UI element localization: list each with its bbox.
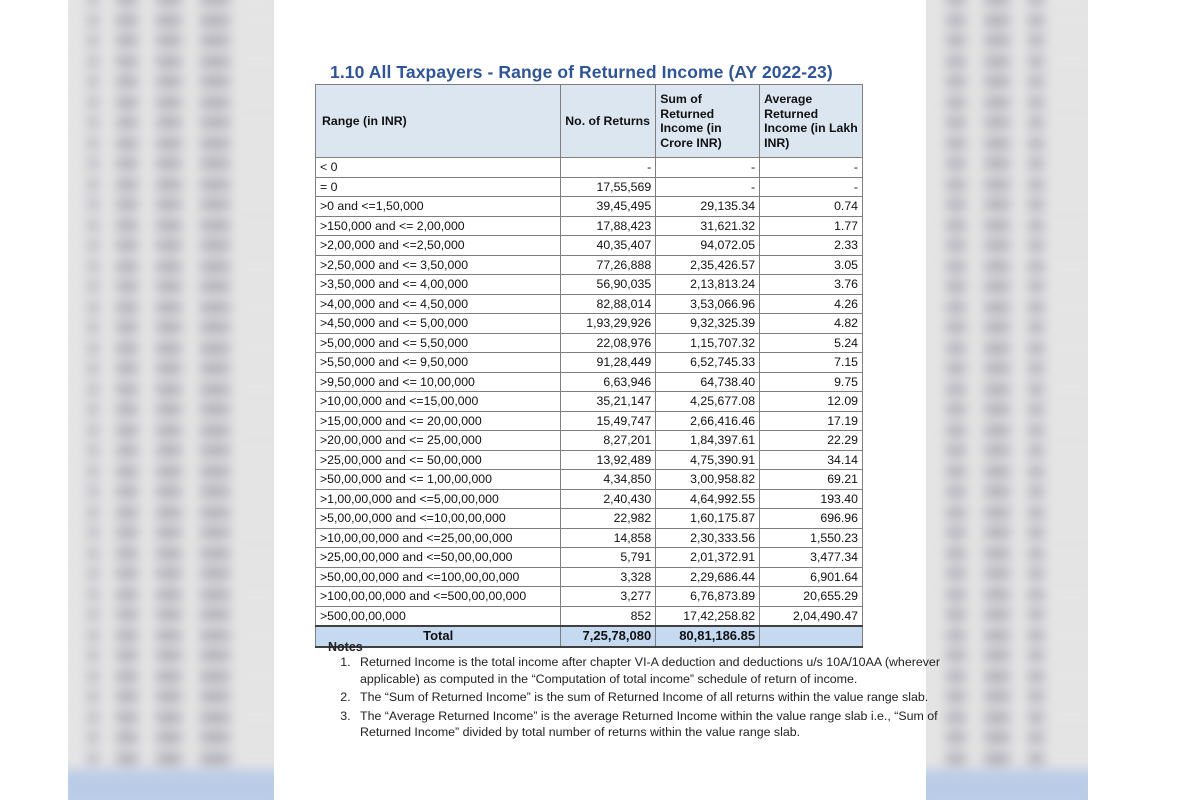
header-returns: No. of Returns [561,85,656,158]
cell-returns: 17,55,569 [561,177,656,197]
cell-sum: 4,25,677.08 [656,392,760,412]
blurred-background-right [926,0,1088,800]
cell-sum: 3,00,958.82 [656,470,760,490]
table-row [316,372,863,392]
cell-average: - [760,158,863,178]
cell-range: >5,00,00,000 and <=10,00,00,000 [316,509,561,529]
cell-range: >50,00,00,000 and <=100,00,00,000 [316,567,561,587]
cell-sum: 4,64,992.55 [656,489,760,509]
cell-sum: 4,75,390.91 [656,450,760,470]
table-row [316,606,863,626]
cell-range: >2,50,000 and <= 3,50,000 [316,255,561,275]
document-page [274,0,940,800]
cell-range: >4,50,000 and <= 5,00,000 [316,314,561,334]
cell-returns: - [561,158,656,178]
table-row [316,353,863,373]
cell-returns: 3,277 [561,587,656,607]
cell-range: >3,50,000 and <= 4,00,000 [316,275,561,295]
blurred-row [926,462,1088,483]
cell-returns: 17,88,423 [561,216,656,236]
blurred-row [926,298,1088,319]
table-row [316,275,863,295]
blurred-row [68,482,274,503]
cell-returns: 8,27,201 [561,431,656,451]
blurred-row [926,544,1088,565]
table-title: 1.10 All Taxpayers - Range of Returned Income (AY 2022-23) [330,62,833,82]
blurred-row [68,626,274,647]
cell-average: 3.05 [760,255,863,275]
table-header-row [316,85,863,158]
blurred-row [68,708,274,729]
blurred-row [926,667,1088,688]
cell-average: 0.74 [760,197,863,217]
cell-range: >25,00,00,000 and <=50,00,00,000 [316,548,561,568]
blurred-row [926,728,1088,749]
cell-returns: 35,21,147 [561,392,656,412]
cell-range: >5,50,000 and <= 9,50,000 [316,353,561,373]
cell-range: >10,00,00,000 and <=25,00,00,000 [316,528,561,548]
cell-range: >5,00,000 and <= 5,50,000 [316,333,561,353]
blurred-row [926,72,1088,93]
cell-average: 2,04,490.47 [760,606,863,626]
blurred-row [68,277,274,298]
blurred-row [926,523,1088,544]
blurred-row [926,31,1088,52]
table-row [316,255,863,275]
cell-sum: - [656,158,760,178]
cell-sum: 9,32,325.39 [656,314,760,334]
table-row [316,431,863,451]
table-row [316,548,863,568]
cell-average: 20,655.29 [760,587,863,607]
table-row [316,567,863,587]
blurred-row [926,93,1088,114]
cell-returns: 4,34,850 [561,470,656,490]
header-average: Average Returned Income (in Lakh INR) [760,85,863,158]
cell-returns: 15,49,747 [561,411,656,431]
cell-sum: 6,52,745.33 [656,353,760,373]
table-row [316,470,863,490]
cell-average: 3,477.34 [760,548,863,568]
blurred-row [926,175,1088,196]
cell-returns: 22,08,976 [561,333,656,353]
cell-average: 696.96 [760,509,863,529]
note-item: 2. The “Sum of Returned Income” is the sum of Returned Income of all returns within the value range slab. [354,689,940,706]
blurred-row [68,749,274,770]
blurred-row [68,667,274,688]
cell-sum: 2,66,416.46 [656,411,760,431]
cell-returns: 82,88,014 [561,294,656,314]
blurred-row [68,503,274,524]
blurred-row [68,462,274,483]
cell-sum: 17,42,258.82 [656,606,760,626]
cell-range: >9,50,000 and <= 10,00,000 [316,372,561,392]
blurred-row [926,154,1088,175]
total-sum: 80,81,186.85 [656,626,760,647]
blurred-row [926,380,1088,401]
blurred-row [68,72,274,93]
blurred-row [926,52,1088,73]
cell-average: 1.77 [760,216,863,236]
cell-sum: 1,84,397.61 [656,431,760,451]
cell-sum: 6,76,873.89 [656,587,760,607]
cell-range: >100,00,00,000 and <=500,00,00,000 [316,587,561,607]
blurred-row [926,421,1088,442]
cell-sum: 29,135.34 [656,197,760,217]
table-row [316,294,863,314]
blurred-row [68,359,274,380]
cell-returns: 14,858 [561,528,656,548]
blurred-row [926,257,1088,278]
blurred-row [926,236,1088,257]
notes-title: Notes [328,640,363,654]
cell-returns: 77,26,888 [561,255,656,275]
table-row [316,333,863,353]
total-label: Total [316,626,561,647]
cell-average: 4.82 [760,314,863,334]
cell-average: - [760,177,863,197]
blurred-row [68,687,274,708]
blurred-row [68,400,274,421]
blurred-footer [926,770,1088,800]
blurred-row [926,195,1088,216]
total-average [760,626,863,647]
blurred-row [68,298,274,319]
table-row [316,509,863,529]
cell-sum: 2,13,813.24 [656,275,760,295]
blurred-row [68,93,274,114]
blurred-row [68,585,274,606]
cell-average: 22.29 [760,431,863,451]
cell-sum: 3,53,066.96 [656,294,760,314]
blurred-row [926,11,1088,32]
blurred-row [926,687,1088,708]
blurred-row [926,749,1088,770]
header-sum: Sum of Returned Income (in Crore INR) [656,85,760,158]
blurred-row [68,441,274,462]
blurred-row [68,31,274,52]
blurred-row [68,728,274,749]
table-row [316,314,863,334]
blurred-row [68,257,274,278]
blurred-footer [68,770,274,800]
cell-average: 6,901.64 [760,567,863,587]
cell-returns: 13,92,489 [561,450,656,470]
cell-range: = 0 [316,177,561,197]
cell-range: < 0 [316,158,561,178]
cell-returns: 6,63,946 [561,372,656,392]
blurred-row [926,585,1088,606]
cell-average: 193.40 [760,489,863,509]
table-row [316,236,863,256]
cell-range: >15,00,000 and <= 20,00,000 [316,411,561,431]
blurred-row [926,646,1088,667]
table-row [316,197,863,217]
table-row [316,216,863,236]
blurred-row [926,277,1088,298]
blurred-row [926,503,1088,524]
blurred-row [926,441,1088,462]
cell-sum: 2,30,333.56 [656,528,760,548]
cell-returns: 5,791 [561,548,656,568]
table-row [316,158,863,178]
cell-returns: 91,28,449 [561,353,656,373]
blurred-row [68,134,274,155]
blurred-row [926,708,1088,729]
blurred-row [68,175,274,196]
blurred-row [68,52,274,73]
cell-sum: 2,29,686.44 [656,567,760,587]
blurred-row [68,605,274,626]
cell-range: >2,00,000 and <=2,50,000 [316,236,561,256]
blurred-row [926,359,1088,380]
cell-range: >4,00,000 and <= 4,50,000 [316,294,561,314]
blurred-row [68,11,274,32]
blurred-row [926,626,1088,647]
table-row [316,177,863,197]
table-row [316,528,863,548]
blurred-row [68,380,274,401]
note-item: 3. The “Average Returned Income” is the average Returned Income within the value range slab i.e., “Sum of Returned Income” divided by total number of returns within the value range slab. [354,708,940,741]
cell-range: >10,00,000 and <=15,00,000 [316,392,561,412]
cell-sum: 1,60,175.87 [656,509,760,529]
cell-sum: 2,01,372.91 [656,548,760,568]
cell-average: 7.15 [760,353,863,373]
cell-sum: 2,35,426.57 [656,255,760,275]
cell-range: >20,00,000 and <= 25,00,000 [316,431,561,451]
blurred-row [68,0,274,11]
note-item: 1. Returned Income is the total income after chapter VI-A deduction and deductions u/s 10A/10AA (wherever applicable) as computed in the “Computation of total income” schedule of return of income. [354,654,940,687]
blurred-row [68,564,274,585]
blurred-row [68,646,274,667]
blurred-row [926,0,1088,11]
cell-average: 9.75 [760,372,863,392]
blurred-row [68,195,274,216]
blurred-row [68,421,274,442]
blurred-row [926,605,1088,626]
cell-average: 17.19 [760,411,863,431]
cell-sum: 94,072.05 [656,236,760,256]
table-row [316,587,863,607]
returned-income-table [315,84,863,648]
blurred-row [68,523,274,544]
cell-returns: 3,328 [561,567,656,587]
cell-returns: 39,45,495 [561,197,656,217]
notes-list [322,654,940,743]
blurred-row [68,236,274,257]
cell-average: 12.09 [760,392,863,412]
blurred-row [68,339,274,360]
blurred-row [926,564,1088,585]
cell-average: 4.26 [760,294,863,314]
cell-sum: 1,15,707.32 [656,333,760,353]
blurred-row [68,154,274,175]
cell-returns: 1,93,29,926 [561,314,656,334]
header-range: Range (in INR) [316,85,561,158]
blurred-row [926,113,1088,134]
cell-range: >50,00,000 and <= 1,00,00,000 [316,470,561,490]
cell-returns: 852 [561,606,656,626]
blurred-row [926,134,1088,155]
cell-returns: 2,40,430 [561,489,656,509]
cell-returns: 56,90,035 [561,275,656,295]
cell-average: 5.24 [760,333,863,353]
blurred-row [926,339,1088,360]
cell-sum: 64,738.40 [656,372,760,392]
cell-average: 69.21 [760,470,863,490]
blurred-row [926,216,1088,237]
cell-range: >1,00,00,000 and <=5,00,00,000 [316,489,561,509]
cell-sum: 31,621.32 [656,216,760,236]
blurred-row [68,318,274,339]
cell-sum: - [656,177,760,197]
cell-returns: 40,35,407 [561,236,656,256]
cell-range: >150,000 and <= 2,00,000 [316,216,561,236]
blurred-row [68,216,274,237]
cell-average: 34.14 [760,450,863,470]
blurred-row [926,400,1088,421]
table-row [316,489,863,509]
table-row [316,450,863,470]
cell-average: 3.76 [760,275,863,295]
blurred-row [68,544,274,565]
blurred-row [68,113,274,134]
cell-range: >500,00,00,000 [316,606,561,626]
table-row [316,411,863,431]
table-total-row [316,626,863,647]
blurred-row [926,482,1088,503]
cell-range: >0 and <=1,50,000 [316,197,561,217]
table-row [316,392,863,412]
blurred-background-left [68,0,274,800]
cell-returns: 22,982 [561,509,656,529]
total-returns: 7,25,78,080 [561,626,656,647]
blurred-row [926,318,1088,339]
cell-average: 1,550.23 [760,528,863,548]
cell-average: 2.33 [760,236,863,256]
cell-range: >25,00,000 and <= 50,00,000 [316,450,561,470]
